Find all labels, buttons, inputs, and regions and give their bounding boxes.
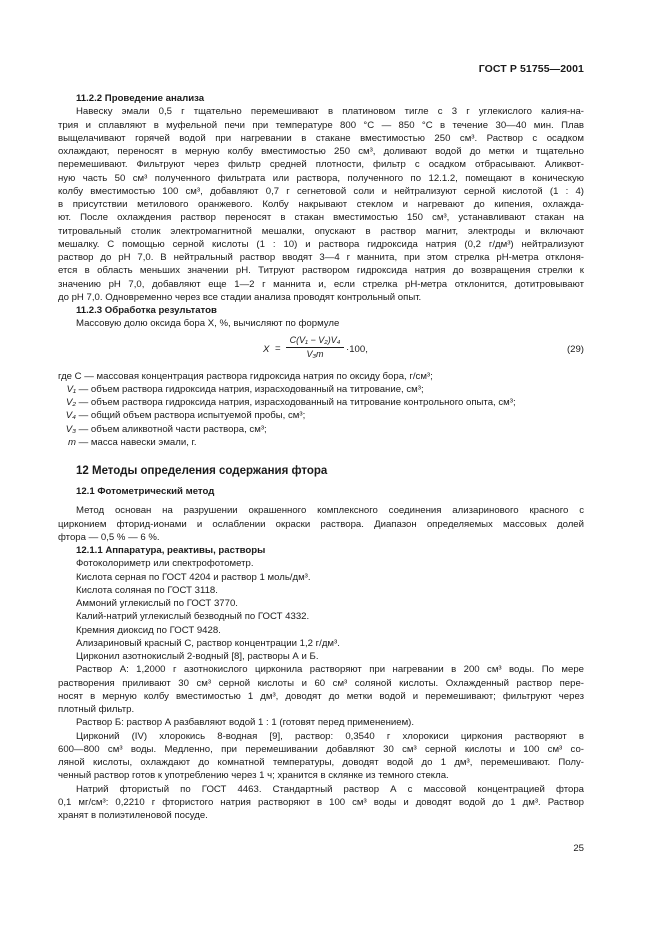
- solution-b: Раствор Б: раствор А разбавляют водой 1 : 1 (готовят перед применением).: [76, 717, 415, 729]
- solution-a: [58, 663, 584, 716]
- formula-29: [58, 334, 584, 368]
- variable-definition: [58, 396, 584, 409]
- analysis-text-line: мешалку. С помощью серной кислоты (1 : 10) и раствора гидроксида натрия (0,2 г/дм³) нейтрализуют: [58, 238, 584, 250]
- solution-a-line: Раствор А: 1,2000 г азотнокислого цирконила растворяют при нагревании в 200 см³ воды. По мере: [76, 664, 584, 676]
- section-12-title: 12 Методы определения содержания фтора: [76, 465, 328, 477]
- variable-definition: [58, 423, 584, 436]
- method-intro-line: цирконием фторид-ионами и ослаблении окраски раствора. Диапазон определяемых массовых долей: [58, 518, 584, 530]
- zirconium-line: ляной кислоты, охлаждают до комнатной температуры, доводят водой до 1 дм³, перемешивают. Полу-: [58, 757, 584, 768]
- formula-denominator: V₃m: [306, 348, 324, 359]
- page-number: 25: [573, 843, 584, 854]
- zirconium-line: 600—800 см³ воды. Медленно, при перемешивании добавляют 30 см³ серной кислоты и 100 см³ со-: [58, 743, 584, 755]
- analysis-text-line: титровальный столик электромагнитной мешалки, опускают в раствор магнит, электроды и включают: [58, 225, 584, 237]
- reagent-item: Цирконил азотнокислый 2-водный [8], растворы А и Б.: [76, 651, 319, 662]
- analysis-text-line: до рН 7,0. Одновременно через все стадии анализа проводят контрольный опыт.: [58, 291, 422, 303]
- analysis-text-line: охлаждают, переносят в мерную колбу вместимостью 250 см³, доливают водой до метки и тщательно: [58, 146, 584, 157]
- analysis-text-line: ют. После охлаждения раствор переносят в стакан вместимостью 150 см³, устанавливают стакан на: [58, 212, 584, 224]
- formula-equals: =: [275, 342, 281, 354]
- reagent-item: Ализариновый красный С, раствор концентрации 1,2 г/дм³.: [76, 637, 340, 649]
- variable-definition: [58, 383, 584, 396]
- sodium-fluoride-line: 0,1 мг/см³: 0,2210 г фтористого натрия растворяют в 100 см³ воды и доводят водой до 1 дм³. Раствор: [58, 796, 584, 808]
- analysis-text-line: ется в область меньших значении рН. Титруют раствором гидроксида натрия до возвращения стрелки к: [58, 265, 584, 277]
- zirconium-line: Цирконий (IV) хлорокись 8-водная [9], раствор: 0,3540 г хлорокиси циркония растворяют в: [76, 730, 584, 742]
- variable-definition: [58, 409, 584, 422]
- analysis-text-line: раствор до рН 7,0. В нейтральный раствор вводят 3—4 г маннита, при этом стрелка рН-метра отклоня-: [58, 252, 584, 263]
- variable-definition: [58, 436, 584, 449]
- solution-a-line: плотный фильтр.: [58, 704, 135, 715]
- analysis-text-line: выщелачивают горячей водой при нагревании в стакане вместимостью 250 см³. Раствор с осадком: [58, 132, 584, 144]
- solution-a-line: носят в мерную колбу вместимостью 1 дм³, доводят до метки водой и перемешивают; фильтруют через: [58, 690, 584, 702]
- variable-symbol: V₃: [65, 423, 76, 435]
- method-intro-line: Метод основан на разрушении окрашенного комплексного соединения ализаринового красного с: [76, 505, 584, 517]
- formula-lhs: X: [263, 343, 270, 355]
- variable-description: — масса навески эмали, г.: [76, 436, 197, 448]
- formula-numerator: C(V₁ − V₂)V₄: [286, 334, 344, 348]
- where-lead: где C — массовая концентрация раствора гидроксида натрия по оксиду бора, г/см³;: [58, 370, 433, 382]
- reagent-item: Кремния диоксид по ГОСТ 9428.: [76, 624, 221, 636]
- variable-description: — объем раствора гидроксида натрия, израсходованный на титрование контрольного опыта, см³;: [76, 397, 516, 408]
- section-12-1-title: 12.1 Фотометрический метод: [76, 486, 215, 497]
- sodium-fluoride-line: хранят в полиэтиленовой посуде.: [58, 810, 208, 821]
- analysis-text-line: трия и сплавляют в муфельной печи при температуре 800 °С — 850 °С в течение 30—40 мин. Плав: [58, 119, 584, 131]
- standard-header: ГОСТ Р 51755—2001: [478, 63, 584, 75]
- reagent-item: Кислота серная по ГОСТ 4204 и раствор 1 моль/дм³.: [76, 571, 311, 583]
- variable-symbol: V₂: [65, 397, 76, 408]
- variable-description: — объем раствора гидроксида натрия, израсходованный на титрование, см³;: [76, 383, 424, 395]
- solution-a-line: растворения приливают 30 см³ серной кислоты и 60 см³ соляной кислоты. Охлажденный раствор пере-: [58, 677, 584, 689]
- section-11-2-2-title: 11.2.2 Проведение анализа: [76, 93, 205, 104]
- sodium-fluoride-solution: [58, 783, 584, 823]
- zirconium-solution: [58, 730, 584, 783]
- reagent-item: Кислота соляная по ГОСТ 3118.: [76, 584, 218, 596]
- formula-tail: ·100,: [346, 343, 368, 355]
- analysis-text-line: колбу вместимостью 100 см³, добавляют 0,7 г сегнетовой соли и нейтрализуют серной кислотой (1 : 4): [58, 185, 584, 197]
- reagent-item: Калий-натрий углекислый безводный по ГОСТ 4332.: [76, 611, 310, 623]
- variable-symbol: V₄: [65, 410, 76, 422]
- sodium-fluoride-line: Натрий фтористый по ГОСТ 4463. Стандартный раствор А с массовой концентрацией фтора: [76, 783, 584, 795]
- section-11-2-3-title: 11.2.3 Обработка результатов: [76, 305, 217, 316]
- variable-description: — общий объем раствора испытуемой пробы, см³;: [76, 410, 306, 422]
- analysis-text-line: в присутствии метилового оранжевого. Колбу накрывают стеклом и нагревают до кипения, охлажда-: [58, 199, 584, 210]
- variable-description: — объем аликвотной части раствора, см³;: [76, 423, 267, 435]
- method-intro-line: фтора — 0,5 % — 6 %.: [58, 531, 160, 543]
- variable-symbol: V₁: [66, 383, 76, 395]
- formula-number: (29): [566, 343, 584, 355]
- analysis-text-line: Навеску эмали 0,5 г тщательно перемешивают в платиновом тигле с 3 г углекислого калия-на-: [76, 106, 584, 118]
- page-content: [58, 92, 584, 822]
- section-11-2-2-body: [58, 105, 584, 304]
- analysis-text-line: перемешивают. Фильтруют через фильтр средней плотности, фильтр с осадком отбрасывают. Аликвот-: [58, 159, 584, 171]
- section-12-1-intro: [58, 504, 584, 544]
- section-12-1-1-title: 12.1.1 Аппаратура, реактивы, растворы: [76, 545, 266, 556]
- formula-fraction: [286, 334, 344, 361]
- zirconium-line: ченный раствор готов к употреблению через 1 ч; хранится в склянке из темного стекла.: [58, 770, 449, 782]
- analysis-text-line: ную часть 50 см³ полученного фильтрата или раствора, полученного по 12.1.2, помещают в коническую: [58, 172, 584, 184]
- analysis-text-line: значению рН 7,0, добавляют еще 1—2 г маннита и, если стрелка рН-метра отклонится, дотитровывают: [58, 278, 584, 290]
- variable-symbol: m: [68, 436, 76, 448]
- formula-intro: Массовую долю оксида бора X, %, вычисляют по формуле: [76, 318, 340, 330]
- variable-definitions: [58, 383, 584, 449]
- reagent-list: [58, 557, 584, 663]
- reagent-item: Фотоколориметр или спектрофотометр.: [76, 558, 254, 570]
- reagent-item: Аммоний углекислый по ГОСТ 3770.: [76, 598, 238, 609]
